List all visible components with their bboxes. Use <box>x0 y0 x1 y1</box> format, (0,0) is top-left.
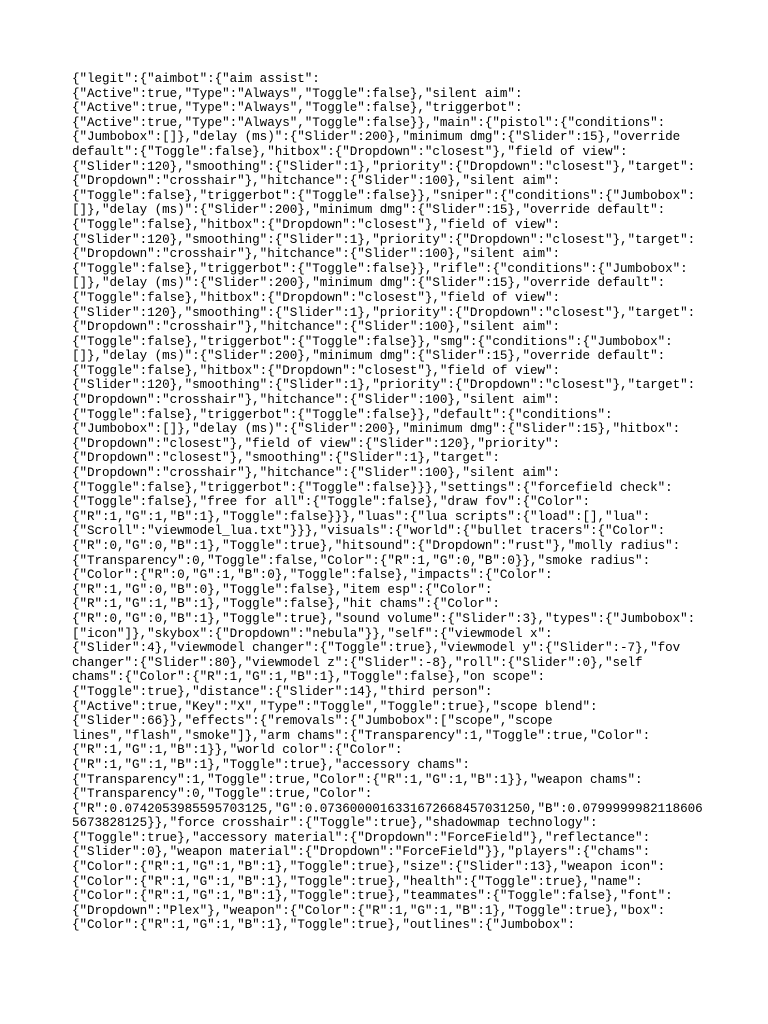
text-line: {"R":1,"G":1,"B":1},"Toggle":false},"hit chams":{"Color": <box>72 597 500 612</box>
text-line: {"Toggle":false},"triggerbot":{"Toggle":false}}},"settings":{"forcefield check": <box>72 480 673 495</box>
text-line: {"Slider":120},"smoothing":{"Slider":1},"priority":{"Dropdown":"closest"},"target": <box>72 232 696 247</box>
text-line: []},"delay (ms)":{"Slider":200},"minimum dmg":{"Slider":15},"override default": <box>72 276 666 291</box>
text-line: {"R":1,"G":1,"B":1},"Toggle":true},"accessory chams": <box>72 757 470 772</box>
text-line: changer":{"Slider":80},"viewmodel z":{"Slider":-8},"roll":{"Slider":0},"self <box>72 655 643 670</box>
text-line: {"Dropdown":"crosshair"},"hitchance":{"Slider":100},"silent aim": <box>72 174 560 189</box>
text-line: {"legit":{"aimbot":{"aim assist": <box>72 72 320 86</box>
text-line: {"Active":true,"Type":"Always","Toggle":false},"triggerbot": <box>72 101 523 116</box>
text-line: {"Slider":120},"smoothing":{"Slider":1},"priority":{"Dropdown":"closest"},"target": <box>72 378 696 393</box>
text-line: {"R":0,"G":0,"B":1},"Toggle":true},"hitsound":{"Dropdown":"rust"},"molly radius": <box>72 539 681 553</box>
text-line: {"Toggle":true},"distance":{"Slider":14},"third person": <box>72 684 493 699</box>
text-line: chams":{"Color":{"R":1,"G":1,"B":1},"Toggle":false},"on scope": <box>72 670 545 685</box>
text-line: {"Jumbobox":[]},"delay (ms)":{"Slider":200},"minimum dmg":{"Slider":15},"hitbox": <box>72 422 681 437</box>
text-line: {"R":1,"G":1,"B":1},"Toggle":false}}},"luas":{"lua scripts":{"load":[],"lua": <box>72 509 651 524</box>
text-line: {"Color":{"R":1,"G":1,"B":1},"Toggle":true},"teammates":{"Toggle":false},"font": <box>72 889 673 904</box>
text-line: []},"delay (ms)":{"Slider":200},"minimum dmg":{"Slider":15},"override default": <box>72 349 666 364</box>
text-line: {"Toggle":false},"hitbox":{"Dropdown":"closest"},"field of view": <box>72 217 560 232</box>
text-line: {"Toggle":true},"accessory material":{"Dropdown":"ForceField"},"reflectance": <box>72 830 651 845</box>
text-line: {"R":0.0742053985595703125,"G":0.0736000016331672668457031250,"B":0.0799999982118606 <box>72 801 703 816</box>
text-line: {"Toggle":false},"free for all":{"Toggle":false},"draw fov":{"Color": <box>72 495 591 510</box>
text-line: {"Slider":66}},"effects":{"removals":{"Jumbobox":["scope","scope <box>72 714 553 729</box>
text-line: {"Toggle":false},"hitbox":{"Dropdown":"closest"},"field of view": <box>72 290 560 305</box>
text-line: []},"delay (ms)":{"Slider":200},"minimum dmg":{"Slider":15},"override default": <box>72 203 666 218</box>
text-line: {"Jumbobox":[]},"delay (ms)":{"Slider":200},"minimum dmg":{"Slider":15},"override <box>72 130 681 145</box>
text-line: {"Dropdown":"closest"},"smoothing":{"Slider":1},"target": <box>72 451 500 466</box>
text-line: {"Color":{"R":0,"G":1,"B":0},"Toggle":false},"impacts":{"Color": <box>72 568 553 583</box>
text-line: {"Toggle":false},"hitbox":{"Dropdown":"closest"},"field of view": <box>72 363 560 378</box>
json-config-text <box>72 72 712 933</box>
text-line: ["icon"]},"skybox":{"Dropdown":"nebula"}},"self":{"viewmodel x": <box>72 626 553 641</box>
text-line: {"Slider":4},"viewmodel changer":{"Toggle":true},"viewmodel y":{"Slider":-7},"fov <box>72 641 681 656</box>
text-line: {"Transparency":0,"Toggle":false,"Color":{"R":1,"G":0,"B":0}},"smoke radius": <box>72 553 651 568</box>
text-line: {"Color":{"R":1,"G":1,"B":1},"Toggle":true},"health":{"Toggle":true},"name": <box>72 874 643 889</box>
text-line: {"Transparency":0,"Toggle":true,"Color": <box>72 787 373 802</box>
text-line: {"Dropdown":"Plex"},"weapon":{"Color":{"R":1,"G":1,"B":1},"Toggle":true},"box": <box>72 903 666 918</box>
text-line: {"Toggle":false},"triggerbot":{"Toggle":false}},"rifle":{"conditions":{"Jumbobox": <box>72 261 688 276</box>
text-line: {"Active":true,"Key":"X","Type":"Toggle","Toggle":true},"scope blend": <box>72 699 598 714</box>
text-line: {"Scroll":"viewmodel_lua.txt"}}},"visuals":{"world":{"bullet tracers":{"Color": <box>72 524 666 539</box>
text-line: {"Dropdown":"crosshair"},"hitchance":{"Slider":100},"silent aim": <box>72 320 560 335</box>
text-line: {"R":0,"G":0,"B":1},"Toggle":true},"sound volume":{"Slider":3},"types":{"Jumbobox": <box>72 611 696 626</box>
text-line: default":{"Toggle":false},"hitbox":{"Dropdown":"closest"},"field of view": <box>72 144 628 159</box>
text-line: {"Slider":120},"smoothing":{"Slider":1},"priority":{"Dropdown":"closest"},"target": <box>72 305 696 320</box>
text-line: {"Slider":0},"weapon material":{"Dropdown":"ForceField"}},"players":{"chams": <box>72 845 651 860</box>
text-line: {"Active":true,"Type":"Always","Toggle":false},"silent aim": <box>72 86 523 101</box>
text-line: {"Color":{"R":1,"G":1,"B":1},"Toggle":true},"outlines":{"Jumbobox": <box>72 918 576 933</box>
text-line: lines","flash","smoke"]},"arm chams":{"Transparency":1,"Toggle":true,"Color": <box>72 728 651 743</box>
text-line: {"Dropdown":"crosshair"},"hitchance":{"Slider":100},"silent aim": <box>72 466 560 481</box>
text-line: {"Active":true,"Type":"Always","Toggle":false}},"main":{"pistol":{"conditions": <box>72 115 666 130</box>
text-line: 5673828125}},"force crosshair":{"Toggle":true},"shadowmap technology": <box>72 816 598 831</box>
text-line: {"Dropdown":"crosshair"},"hitchance":{"Slider":100},"silent aim": <box>72 393 560 408</box>
text-line: {"Dropdown":"closest"},"field of view":{"Slider":120},"priority": <box>72 436 560 451</box>
text-line: {"Slider":120},"smoothing":{"Slider":1},"priority":{"Dropdown":"closest"},"target": <box>72 159 696 174</box>
text-line: {"Toggle":false},"triggerbot":{"Toggle":false}},"default":{"conditions": <box>72 407 613 422</box>
text-line: {"R":1,"G":0,"B":0},"Toggle":false},"item esp":{"Color": <box>72 582 493 597</box>
text-line: {"Color":{"R":1,"G":1,"B":1},"Toggle":true},"size":{"Slider":13},"weapon icon": <box>72 860 666 875</box>
text-line: {"Toggle":false},"triggerbot":{"Toggle":false}},"sniper":{"conditions":{"Jumbobox": <box>72 188 696 203</box>
text-line: {"Transparency":1,"Toggle":true,"Color":{"R":1,"G":1,"B":1}},"weapon chams": <box>72 772 643 787</box>
text-line: {"R":1,"G":1,"B":1}},"world color":{"Color": <box>72 743 403 758</box>
text-line: {"Dropdown":"crosshair"},"hitchance":{"Slider":100},"silent aim": <box>72 247 560 262</box>
text-line: {"Toggle":false},"triggerbot":{"Toggle":false}},"smg":{"conditions":{"Jumbobox": <box>72 334 673 349</box>
